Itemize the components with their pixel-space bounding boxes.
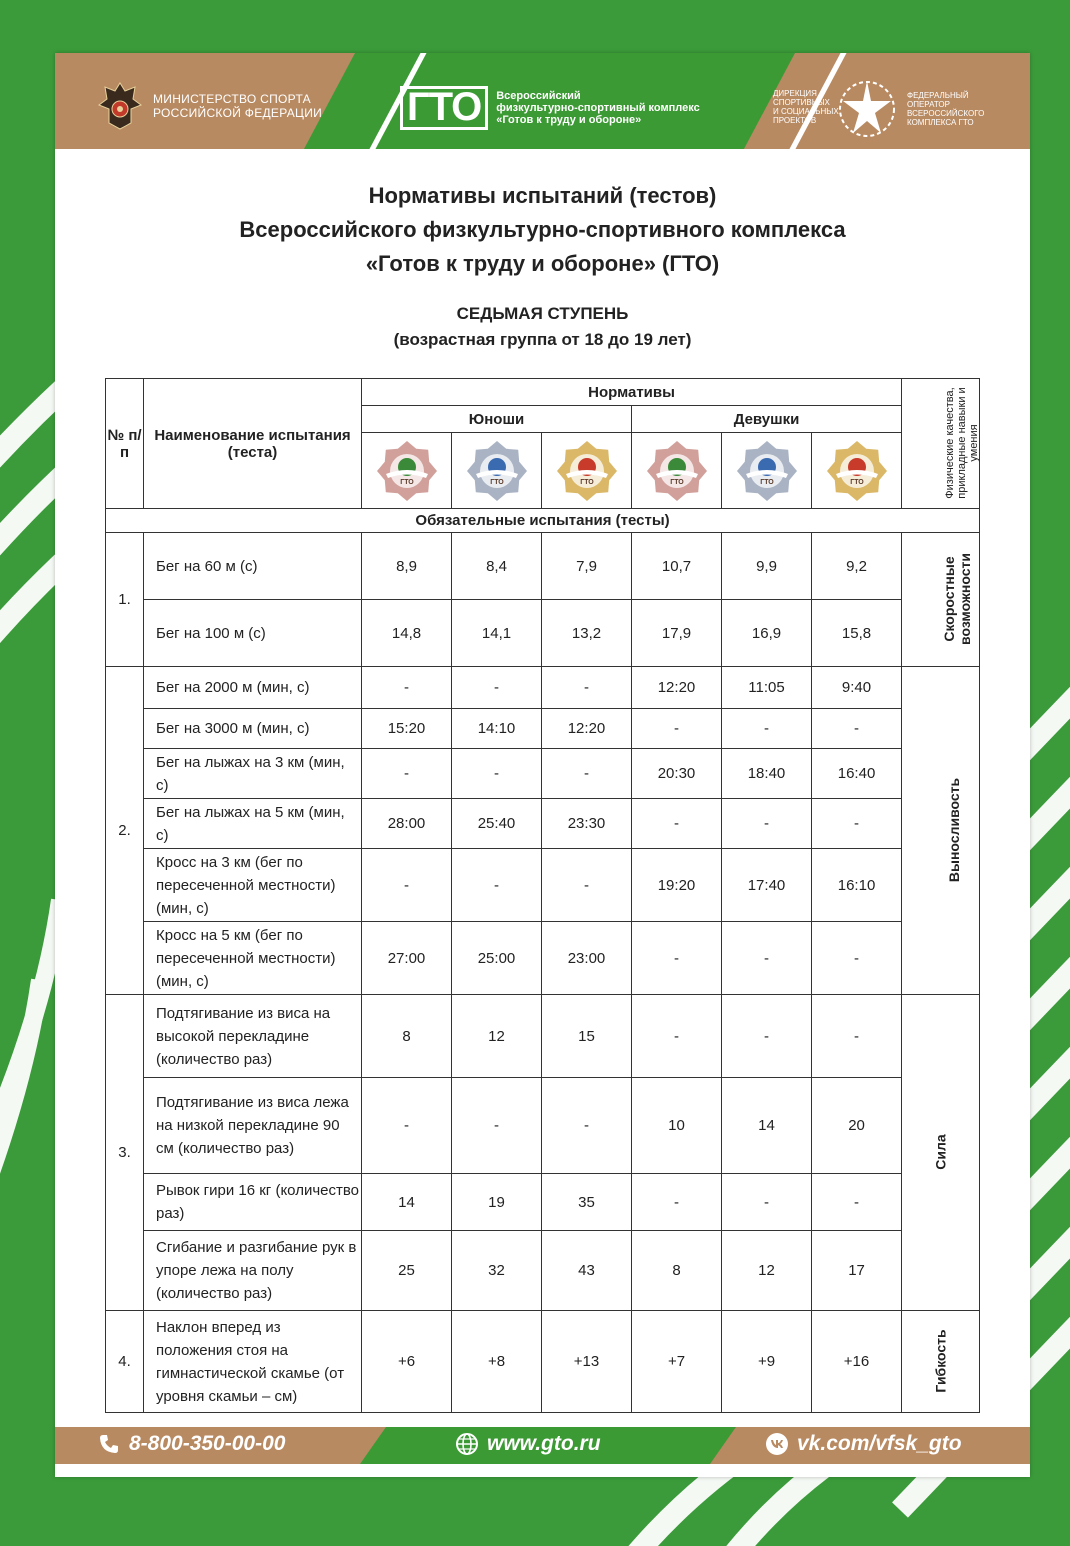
operator-line-3: ВСЕРОССИЙСКОГО (907, 109, 985, 118)
norm-value: 12 (452, 995, 542, 1078)
norm-value: 12 (722, 1231, 812, 1311)
group-number: 4. (106, 1311, 144, 1413)
norm-value: - (452, 749, 542, 799)
quality-cell (902, 533, 980, 667)
norm-value: 20 (812, 1078, 902, 1174)
mandatory-section-header: Обязательные испытания (тесты) (106, 509, 980, 533)
norm-value: 27:00 (362, 922, 452, 995)
direction-line-4: ПРОЕКТОВ (773, 116, 817, 125)
gto-badge-icon (826, 440, 888, 502)
norm-value: 8 (362, 995, 452, 1078)
norm-value: 16:10 (812, 849, 902, 922)
norm-value: 14 (722, 1078, 812, 1174)
operator-text (907, 91, 984, 127)
table-row (106, 1311, 980, 1413)
gto-badge-icon (376, 440, 438, 502)
quality-label: Сила (932, 1134, 949, 1170)
norm-value: - (542, 749, 632, 799)
norm-value: - (722, 1174, 812, 1231)
norm-value: - (452, 1078, 542, 1174)
gto-text-line-2: физкультурно-спортивный комплекс (496, 102, 700, 114)
gto-logo-block (400, 86, 700, 130)
norm-value: 8,9 (362, 533, 452, 600)
operator-line-2: ОПЕРАТОР (907, 100, 950, 109)
table-row (106, 600, 980, 667)
title-line-1: Нормативы испытаний (тестов) (368, 183, 717, 208)
ministry-line-1: МИНИСТЕРСТВО СПОРТА (153, 92, 311, 106)
test-name: Бег на лыжах на 3 км (мин, с) (144, 749, 362, 799)
gto-badge-icon (646, 440, 708, 502)
footer-bar (55, 1427, 1030, 1464)
gto-badge-icon (736, 440, 798, 502)
badge-label: ГТО (399, 478, 414, 486)
footer-vk-link[interactable] (765, 1432, 962, 1456)
badge-label: ГТО (579, 478, 594, 486)
badge-cell (722, 433, 812, 509)
document-page (55, 53, 1030, 1477)
col-norms-header: Нормативы (362, 379, 902, 406)
norm-value: - (812, 709, 902, 749)
star-emblem-icon (837, 79, 897, 139)
col-quality-header (902, 379, 980, 509)
badge-cell (452, 433, 542, 509)
operator-line-4: КОМПЛЕКСА ГТО (907, 118, 974, 127)
norm-value: - (362, 849, 452, 922)
gto-logo: ГТО (400, 86, 488, 130)
group-number: 1. (106, 533, 144, 667)
direction-line-2: СПОРТИВНЫХ (773, 98, 830, 107)
table-row (106, 1231, 980, 1311)
test-name: Наклон вперед из положения стоя на гимнастической скамье (от уровня скамьи – см) (144, 1311, 362, 1413)
norm-value: - (362, 749, 452, 799)
table-row (106, 667, 980, 709)
norm-value: +7 (632, 1311, 722, 1413)
norm-value: 19:20 (632, 849, 722, 922)
norm-value: 14,8 (362, 600, 452, 667)
norm-value: - (632, 709, 722, 749)
norm-value: +9 (722, 1311, 812, 1413)
gto-badge-icon (556, 440, 618, 502)
table-row (106, 922, 980, 995)
quality-label: Скоростные возможности (941, 553, 974, 645)
document-title (55, 179, 1030, 281)
site-url: www.gto.ru (487, 1432, 601, 1455)
norm-value: +6 (362, 1311, 452, 1413)
norm-value: - (722, 922, 812, 995)
norm-value: 16,9 (722, 600, 812, 667)
norm-value: 14 (362, 1174, 452, 1231)
ministry-line-2: РОССИЙСКОЙ ФЕДЕРАЦИИ (153, 106, 323, 120)
globe-icon (455, 1432, 479, 1456)
test-name: Сгибание и разгибание рук в упоре лежа на полу (количество раз) (144, 1231, 362, 1311)
norm-value: 19 (452, 1174, 542, 1231)
quality-label: Выносливость (946, 777, 963, 883)
norm-value: 35 (542, 1174, 632, 1231)
norm-value: - (812, 922, 902, 995)
norm-value: 17:40 (722, 849, 812, 922)
norm-value: 23:30 (542, 799, 632, 849)
norm-value: 16:40 (812, 749, 902, 799)
norm-value: 20:30 (632, 749, 722, 799)
norm-value: - (632, 922, 722, 995)
gto-badge-icon (466, 440, 528, 502)
header-bar (55, 53, 1030, 149)
norm-value: 12:20 (632, 667, 722, 709)
norm-value: - (542, 849, 632, 922)
quality-cell (902, 995, 980, 1311)
norm-value: 18:40 (722, 749, 812, 799)
norm-value: 13,2 (542, 600, 632, 667)
norm-value: 15,8 (812, 600, 902, 667)
direction-line-1: ДИРЕКЦИЯ (773, 89, 817, 98)
norm-value: - (632, 1174, 722, 1231)
table-row (106, 1174, 980, 1231)
quality-header-label: Физические качества, прикладные навыки и умения (944, 387, 981, 499)
norm-value: - (542, 1078, 632, 1174)
badge-label: ГТО (849, 478, 864, 486)
group-number: 2. (106, 667, 144, 995)
test-name: Рывок гири 16 кг (количество раз) (144, 1174, 362, 1231)
col-number-header: № п/п (106, 379, 144, 509)
table-row (106, 995, 980, 1078)
norm-value: 8,4 (452, 533, 542, 600)
test-name: Бег на 3000 м (мин, с) (144, 709, 362, 749)
norm-value: 25:40 (452, 799, 542, 849)
norm-value: 17 (812, 1231, 902, 1311)
eagle-emblem-icon (95, 79, 145, 133)
operator-line-1: ФЕДЕРАЛЬНЫЙ (907, 91, 969, 100)
norm-value: - (722, 799, 812, 849)
norm-value: 10,7 (632, 533, 722, 600)
table-row (106, 849, 980, 922)
quality-cell (902, 667, 980, 995)
table-row (106, 533, 980, 600)
test-name: Кросс на 5 км (бег по пересеченной местности) (мин, с) (144, 922, 362, 995)
col-boys-header: Юноши (362, 406, 632, 433)
norm-value: - (452, 849, 542, 922)
norm-value: 25 (362, 1231, 452, 1311)
norm-value: 9:40 (812, 667, 902, 709)
norm-value: 23:00 (542, 922, 632, 995)
norm-value: 17,9 (632, 600, 722, 667)
norm-value: +16 (812, 1311, 902, 1413)
norm-value: - (362, 1078, 452, 1174)
badge-cell (362, 433, 452, 509)
badge-cell (812, 433, 902, 509)
norm-value: 32 (452, 1231, 542, 1311)
norm-value: +8 (452, 1311, 542, 1413)
badge-label: ГТО (759, 478, 774, 486)
age-group-label: (возрастная группа от 18 до 19 лет) (393, 330, 692, 349)
norm-value: 7,9 (542, 533, 632, 600)
title-line-2: Всероссийского физкультурно-спортивного комплекса (239, 217, 846, 242)
table-row (106, 749, 980, 799)
col-girls-header: Девушки (632, 406, 902, 433)
gto-text-line-3: «Готов к труду и обороне» (496, 114, 642, 126)
vk-url: vk.com/vfsk_gto (797, 1432, 962, 1455)
norm-value: - (812, 1174, 902, 1231)
norm-value: 11:05 (722, 667, 812, 709)
stage-subtitle (55, 301, 1030, 353)
norm-value: 8 (632, 1231, 722, 1311)
test-name: Бег на лыжах на 5 км (мин, с) (144, 799, 362, 849)
norm-value: - (632, 995, 722, 1078)
table-row (106, 1078, 980, 1174)
norm-value: - (362, 667, 452, 709)
vk-icon (765, 1432, 789, 1456)
badge-label: ГТО (669, 478, 684, 486)
norm-value: 25:00 (452, 922, 542, 995)
norms-table (105, 378, 980, 1413)
col-name-header: Наименование испытания (теста) (144, 379, 362, 509)
phone-number: 8-800-350-00-00 (129, 1432, 286, 1455)
norm-value: - (632, 799, 722, 849)
gto-text-line-1: Всероссийский (496, 90, 581, 102)
badge-cell (632, 433, 722, 509)
direction-line-3: И СОЦИАЛЬНЫХ (773, 107, 839, 116)
title-line-3: «Готов к труду и обороне» (ГТО) (365, 251, 720, 276)
direction-text (773, 89, 839, 125)
norm-value: - (812, 995, 902, 1078)
phone-icon (97, 1432, 121, 1456)
test-name: Кросс на 3 км (бег по пересеченной местности) (мин, с) (144, 849, 362, 922)
test-name: Бег на 100 м (с) (144, 600, 362, 667)
norm-value: - (722, 995, 812, 1078)
ministry-logo (95, 79, 322, 133)
norm-value: 9,9 (722, 533, 812, 600)
norm-value: 15:20 (362, 709, 452, 749)
test-name: Подтягивание из виса на высокой перекладине (количество раз) (144, 995, 362, 1078)
badge-label: ГТО (489, 478, 504, 486)
badge-cell (542, 433, 632, 509)
norm-value: - (452, 667, 542, 709)
norm-value: - (542, 667, 632, 709)
footer-phone[interactable] (97, 1432, 285, 1456)
norm-value: 10 (632, 1078, 722, 1174)
norm-value: 12:20 (542, 709, 632, 749)
table-row (106, 709, 980, 749)
test-name: Бег на 60 м (с) (144, 533, 362, 600)
norm-value: 14:10 (452, 709, 542, 749)
norm-value: +13 (542, 1311, 632, 1413)
norm-value: 15 (542, 995, 632, 1078)
table-row (106, 799, 980, 849)
norm-value: 14,1 (452, 600, 542, 667)
norm-value: - (722, 709, 812, 749)
norm-value: 43 (542, 1231, 632, 1311)
stage-label: СЕДЬМАЯ СТУПЕНЬ (456, 304, 629, 323)
norm-value: 28:00 (362, 799, 452, 849)
quality-label: Гибкость (932, 1329, 949, 1393)
test-name: Подтягивание из виса лежа на низкой перекладине 90 см (количество раз) (144, 1078, 362, 1174)
test-name: Бег на 2000 м (мин, с) (144, 667, 362, 709)
quality-cell (902, 1311, 980, 1413)
group-number: 3. (106, 995, 144, 1311)
footer-site-link[interactable] (455, 1432, 601, 1456)
norm-value: 9,2 (812, 533, 902, 600)
norm-value: - (812, 799, 902, 849)
